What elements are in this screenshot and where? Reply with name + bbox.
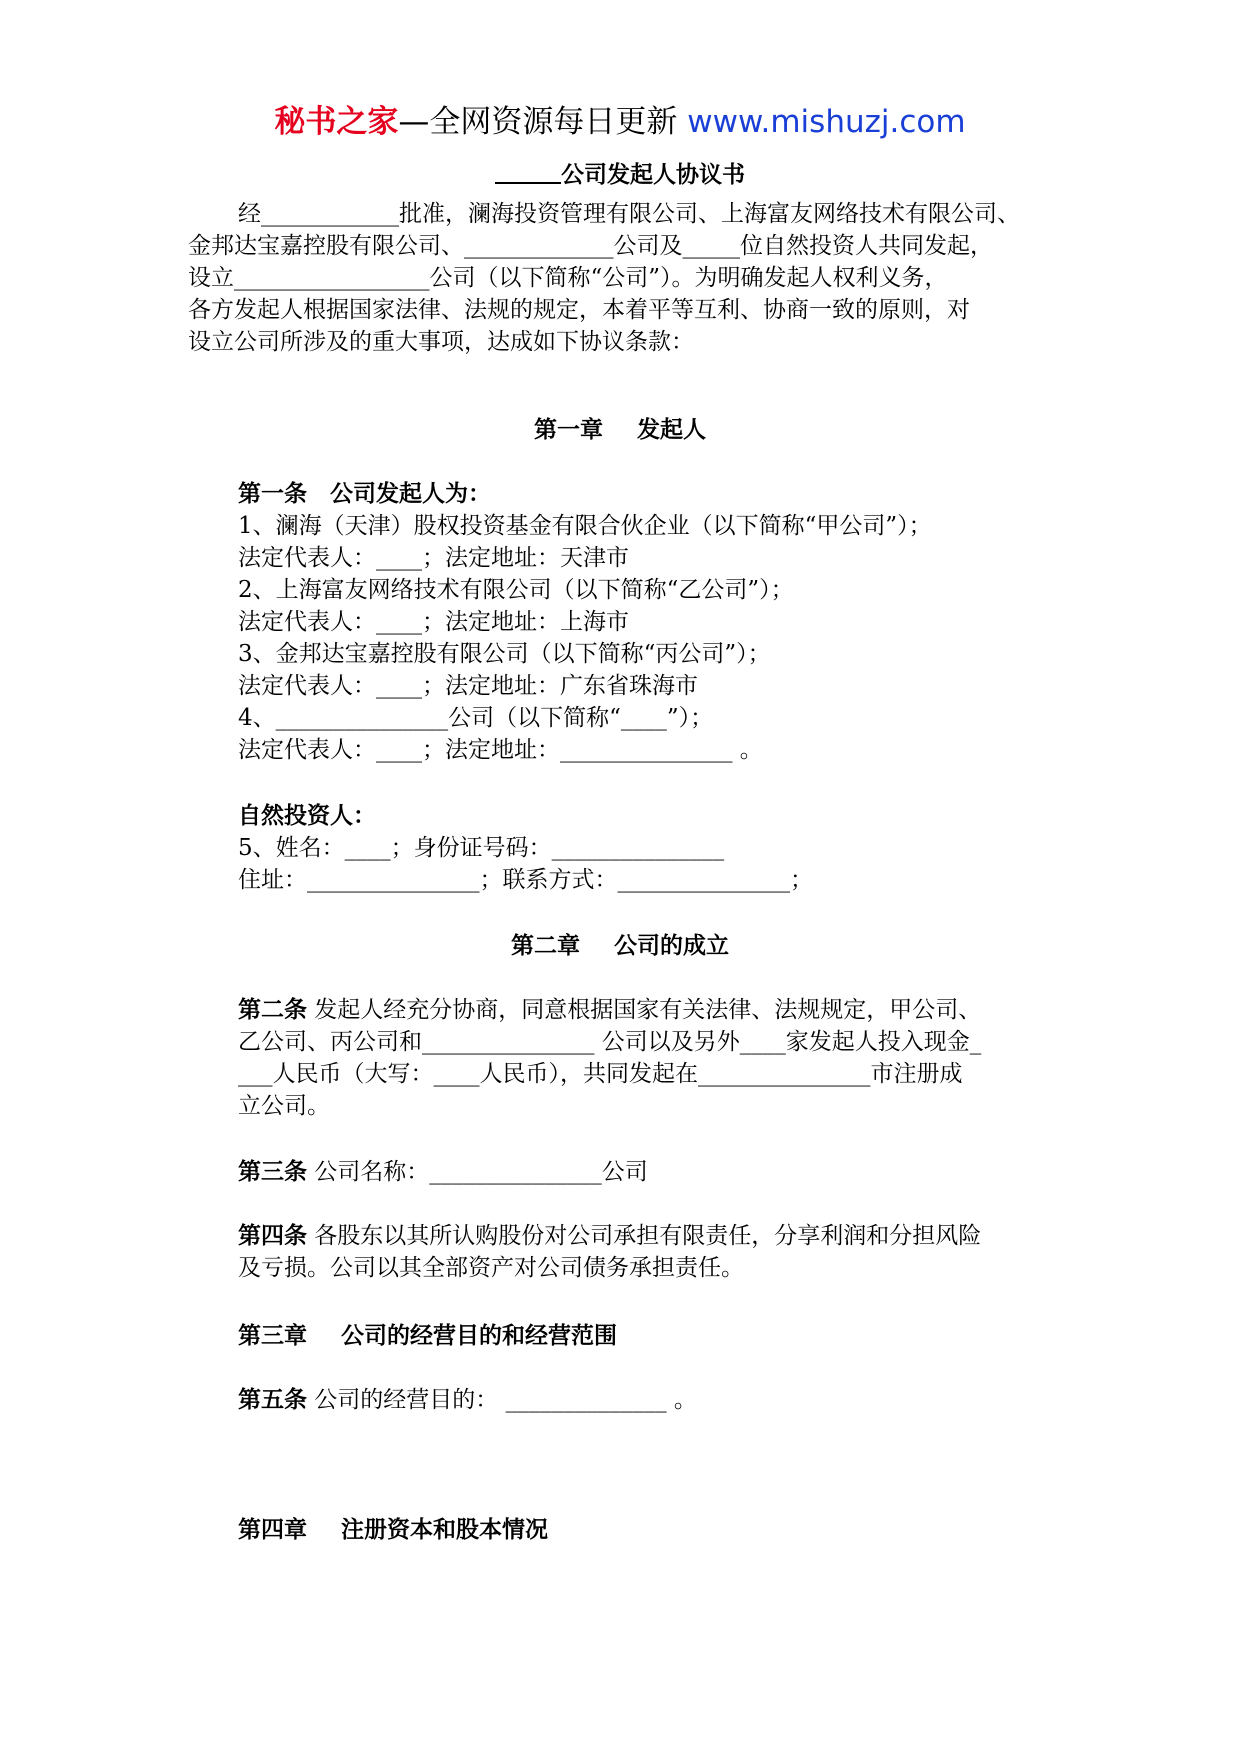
article-2-line-3: ___人民币（大写：____人民币），共同发起在_______________市注册成: [238, 1061, 963, 1087]
article-5: [238, 1384, 697, 1416]
article-2-line-1: [238, 994, 981, 1026]
article-3-label: 第三条: [238, 1159, 307, 1185]
chapter-4-title: 注册资本和股本情况: [341, 1517, 548, 1543]
article-4-line-1: [238, 1220, 981, 1252]
site-banner: [0, 100, 1240, 144]
article-4-line-2: 及亏损。公司以其全部资产对公司债务承担责任。: [238, 1255, 744, 1281]
article-5-label: 第五条: [238, 1387, 307, 1413]
title-blank: [495, 160, 561, 184]
chapter-4-number: 第四章: [238, 1517, 307, 1543]
article-5-text: 公司的经营目的： ______________ 。: [307, 1387, 697, 1413]
chapter-1-number: 第一章: [534, 417, 603, 443]
investors-heading: 自然投资人：: [238, 803, 376, 829]
article-1-line-3: 2、上海富友网络技术有限公司（以下简称“乙公司”）；: [238, 577, 794, 603]
article-1-line-8: 法定代表人：____；法定地址：_______________ 。: [238, 737, 763, 763]
article-1-line-5: 3、金邦达宝嘉控股有限公司（以下简称“丙公司”）；: [238, 641, 771, 667]
article-1-heading: 第一条 公司发起人为：: [238, 481, 491, 507]
article-2-line-2: 乙公司、丙公司和_______________ 公司以及另外____家发起人投入现金_: [238, 1029, 982, 1055]
article-2-text-1: 发起人经充分协商，同意根据国家有关法律、法规规定，甲公司、: [307, 997, 982, 1023]
chapter-1-heading: [0, 414, 1240, 446]
chapter-2-number: 第二章: [511, 933, 580, 959]
banner-brand: 秘书之家: [274, 104, 399, 140]
chapter-3-number: 第三章: [238, 1323, 307, 1349]
banner-slogan: 全网资源每日更新: [429, 104, 688, 140]
banner-url-link[interactable]: www.mishuzj.com: [687, 104, 966, 140]
intro-line-4: 各方发起人根据国家法律、法规的规定，本着平等互利、协商一致的原则，对: [188, 297, 970, 323]
article-3-text: 公司名称：_______________公司: [307, 1159, 648, 1185]
article-4-text-1: 各股东以其所认购股份对公司承担有限责任，分享利润和分担风险: [307, 1223, 982, 1249]
intro-line-2: 金邦达宝嘉控股有限公司、_____________公司及_____位自然投资人共同发起，: [188, 233, 993, 259]
chapter-3-title: 公司的经营目的和经营范围: [341, 1323, 617, 1349]
chapter-1-title: 发起人: [637, 417, 706, 443]
investors-line-2: 住址：_______________；联系方式：_______________；: [238, 867, 813, 893]
article-1-line-1: 1、澜海（天津）股权投资基金有限合伙企业（以下简称“甲公司”）；: [238, 513, 932, 539]
article-1-line-4: 法定代表人：____；法定地址：上海市: [238, 609, 629, 635]
document-title-text: 公司发起人协议书: [561, 162, 745, 188]
article-4-label: 第四条: [238, 1223, 307, 1249]
article-1-line-7: 4、_______________公司（以下简称“____”）；: [238, 705, 714, 731]
article-2-label: 第二条: [238, 997, 307, 1023]
article-2-line-4: 立公司。: [238, 1093, 330, 1119]
banner-separator: —: [398, 104, 430, 140]
chapter-2-title: 公司的成立: [614, 933, 729, 959]
article-3: [238, 1156, 648, 1188]
intro-line-1: 经____________批准，澜海投资管理有限公司、上海富友网络技术有限公司、: [238, 201, 1020, 227]
investors-line-1: 5、姓名：____；身份证号码：_______________: [238, 835, 725, 861]
intro-line-3: 设立_________________公司（以下简称“公司”）。为明确发起人权利义务，: [188, 265, 948, 291]
article-1-line-6: 法定代表人：____；法定地址：广东省珠海市: [238, 673, 698, 699]
intro-line-5: 设立公司所涉及的重大事项，达成如下协议条款：: [188, 329, 694, 355]
document-title: [0, 158, 1240, 192]
chapter-3-heading: [238, 1320, 617, 1352]
chapter-2-heading: [0, 930, 1240, 962]
chapter-4-heading: [238, 1514, 548, 1546]
article-1-line-2: 法定代表人：____；法定地址：天津市: [238, 545, 629, 571]
